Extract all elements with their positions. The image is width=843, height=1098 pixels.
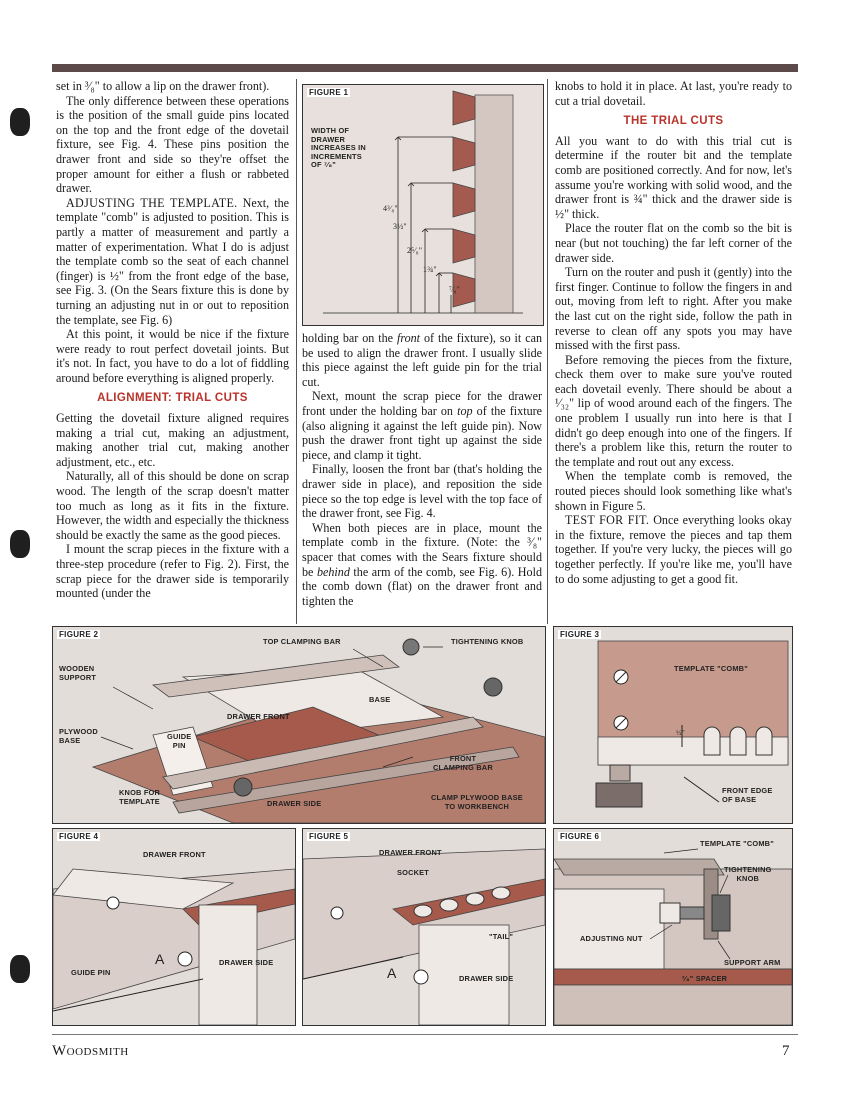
callout-wooden-support: WOODEN SUPPORT — [59, 664, 97, 682]
callout-front-edge: FRONT EDGE OF BASE — [722, 786, 773, 804]
callout-tightening-knob: TIGHTENING KNOB — [724, 865, 772, 883]
callout-drawer-front: DRAWER FRONT — [227, 712, 290, 721]
paragraph: Before removing the pieces from the fixture, check them over to make sure you've routed each dovetail evenly. There should be about a ¹⁄₃₂" lip of wood around each of the fingers. The one problem I usually run into here is that I didn't go deep enough into one of the fingers. If there's a problem like this, return the router to the template and rout out any excess. — [555, 352, 792, 469]
callout-drawer-side: DRAWER SIDE — [219, 958, 274, 967]
callout-drawer-front: DRAWER FRONT — [143, 850, 206, 859]
callout-spacer: ³⁄₈" SPACER — [682, 974, 728, 983]
callout-plywood-base: PLYWOOD BASE — [59, 727, 98, 745]
paragraph: Once everything looks okay in the fixture, remove the pieces and tap them together. If you're very lucky, the pieces will go together perfectly. If you're like me, you'll have to do some adjusting to get a good fit. — [555, 513, 792, 586]
paragraph: When both pieces are in place, mount the template comb in the fixture. (Note: the ³⁄₈" spacer that comes with the Sears fixture should be behind the arm of the comb, see Fig. 6). Hold the comb down (flat) on the drawer front and tighten the — [302, 520, 542, 608]
column-left — [56, 79, 289, 601]
page-number: 7 — [782, 1043, 790, 1059]
callout-template-comb: TEMPLATE "COMB" — [700, 839, 774, 848]
paragraph: When the template comb is removed, the routed pieces should look something like what's shown in Figure 5. — [555, 469, 792, 513]
dim-label: 4³⁄₈" — [383, 204, 398, 213]
figure-1 — [302, 84, 544, 326]
callout-drawer-front: DRAWER FRONT — [379, 848, 442, 857]
paragraph: All you want to do with this trial cut is determine if the router bit and the template comb are positioned correctly. And for now, let's assume you're working with solid wood, and the drawer front is ¾" thick and the drawer side is ½" thick. — [555, 133, 792, 221]
figure-6-drawing — [554, 829, 792, 1025]
column-right — [555, 79, 792, 586]
callout-a: A — [387, 965, 397, 981]
figure-5 — [302, 828, 546, 1026]
figure-1-drawing — [303, 85, 543, 325]
dim-label: 1¾" — [423, 265, 437, 274]
paragraph: The only difference between these operations is the position of the small guide pins located on the top and the front edge of the dovetail fixture, see Fig. 4. These pins position the drawer front and side so they're offset the proper amount for either a flush or rabbeted drawer. — [56, 93, 289, 196]
run-in-heading: ADJUSTING THE TEMPLATE. — [66, 195, 238, 210]
callout-drawer-side: DRAWER SIDE — [459, 974, 514, 983]
column-divider — [547, 79, 548, 624]
figure-5-drawing — [303, 829, 545, 1025]
paragraph: Next, the template "comb" is adjusted to position. This is partly a matter of measurement and partly a matter of experimentation. What I do is adjust the template comb so the seat of each channel (finger) is ½" from the front edge of the base, see Fig. 3. (On the Sears fixture this is done by turning an adjusting nut in or out to reposition the template, see Fig. 6) — [56, 195, 289, 327]
figure-label: FIGURE 5 — [309, 832, 349, 841]
callout-top-clamping-bar: TOP CLAMPING BAR — [263, 637, 341, 646]
paragraph: I mount the scrap pieces in the fixture with a three-step procedure (refer to Fig. 2). First, the scrap piece for the drawer side is temporarily mounted (under the — [56, 542, 289, 601]
header-bar — [52, 64, 798, 72]
callout-adjusting-nut: ADJUSTING NUT — [580, 934, 643, 943]
callout-drawer-side: DRAWER SIDE — [267, 799, 322, 808]
paragraph: Getting the dovetail fixture aligned requires making a trial cut, making an adjustment, making another trial cut, making another adjustment, etc., etc. — [56, 411, 289, 469]
figure-2 — [52, 626, 546, 824]
figure-label: FIGURE 3 — [560, 630, 600, 639]
section-heading: THE TRIAL CUTS — [623, 115, 724, 128]
column-divider — [296, 79, 297, 624]
paragraph: Next, mount the scrap piece for the drawer front under the holding bar on top of the fixture (also aligning it against the left guide pin). Now push the drawer front tight up against the side piece, and clamp it tight. — [302, 389, 543, 462]
dim-label: ⁷⁄₈" — [449, 285, 460, 294]
paragraph: Place the router flat on the comb so the bit is near (but not touching) the far left corner of the drawer side. — [555, 221, 792, 265]
callout-template-comb: TEMPLATE "COMB" — [674, 664, 748, 673]
figure-4 — [52, 828, 296, 1026]
binder-hole — [10, 530, 30, 558]
footer-rule — [52, 1034, 798, 1035]
section-heading: ALIGNMENT: TRIAL CUTS — [97, 392, 248, 405]
figure-1-note: WIDTH OF DRAWER INCREASES IN INCREMENTS OF ⁷⁄₈" — [311, 126, 366, 170]
binder-hole — [10, 108, 30, 136]
run-in-heading: TEST FOR FIT. — [565, 513, 650, 528]
paragraph: holding bar on the front of the fixture), so it can be used to align the drawer front. I usually slide this piece against the left guide pin for the trial cut. — [302, 331, 542, 389]
callout-support-arm: SUPPORT ARM — [724, 958, 781, 967]
figure-6 — [553, 828, 793, 1026]
paragraph: At this point, it would be nice if the fixture were ready to rout perfect dovetail joints. But it's not. In fact, you have to do a lot of fiddling around before everything is aligned properly. — [56, 327, 289, 385]
callout-guide-pin: GUIDE PIN — [71, 968, 111, 977]
dim-label: 2⁵⁄₈" — [407, 246, 423, 255]
paragraph: Turn on the router and push it (gently) into the first finger. Continue to follow the fingers in and out, moving from left to right. After you make the last cut on the right side, follow the path in reverse to clean off any spots you may have missed with the first pass. — [555, 265, 792, 353]
figure-label: FIGURE 4 — [59, 832, 99, 841]
paragraph: knobs to hold it in place. At last, you're ready to cut a trial dovetail. — [555, 79, 792, 108]
dim-label: 3½" — [393, 222, 407, 231]
callout-front-clamping-bar: FRONT CLAMPING BAR — [433, 754, 493, 772]
figure-label: FIGURE 2 — [59, 630, 99, 639]
callout-knob-template: KNOB FOR TEMPLATE — [119, 788, 161, 806]
callout-a: A — [155, 951, 165, 967]
footer-brand: Woodsmith — [52, 1043, 129, 1059]
paragraph: Finally, loosen the front bar (that's holding the drawer side in place), and reposition the side piece so the top edge is level with the top face of the drawer front, see Fig. 4. — [302, 462, 542, 521]
callout-clamp-base: CLAMP PLYWOOD BASE TO WORKBENCH — [431, 793, 523, 811]
figure-3 — [553, 626, 793, 824]
callout-dimension: ½" — [676, 728, 685, 737]
paragraph: set in ³⁄₈" to allow a lip on the drawer front). — [56, 79, 270, 93]
callout-tightening-knob: TIGHTENING KNOB — [451, 637, 524, 646]
callout-tail: "TAIL" — [489, 932, 514, 941]
callout-guide-pin: GUIDE PIN — [167, 732, 192, 750]
paragraph: Naturally, all of this should be done on scrap wood. The length of the scrap doesn't matter too much as long as it fits in the fixture. However, the width and especially the thickness should be exactly the same as the good pieces. — [56, 469, 289, 542]
figure-label: FIGURE 1 — [309, 88, 349, 97]
binder-hole — [10, 955, 30, 983]
callout-socket: SOCKET — [397, 868, 429, 877]
callout-base: BASE — [369, 695, 391, 704]
figure-label: FIGURE 6 — [560, 832, 600, 841]
column-middle — [302, 331, 542, 608]
